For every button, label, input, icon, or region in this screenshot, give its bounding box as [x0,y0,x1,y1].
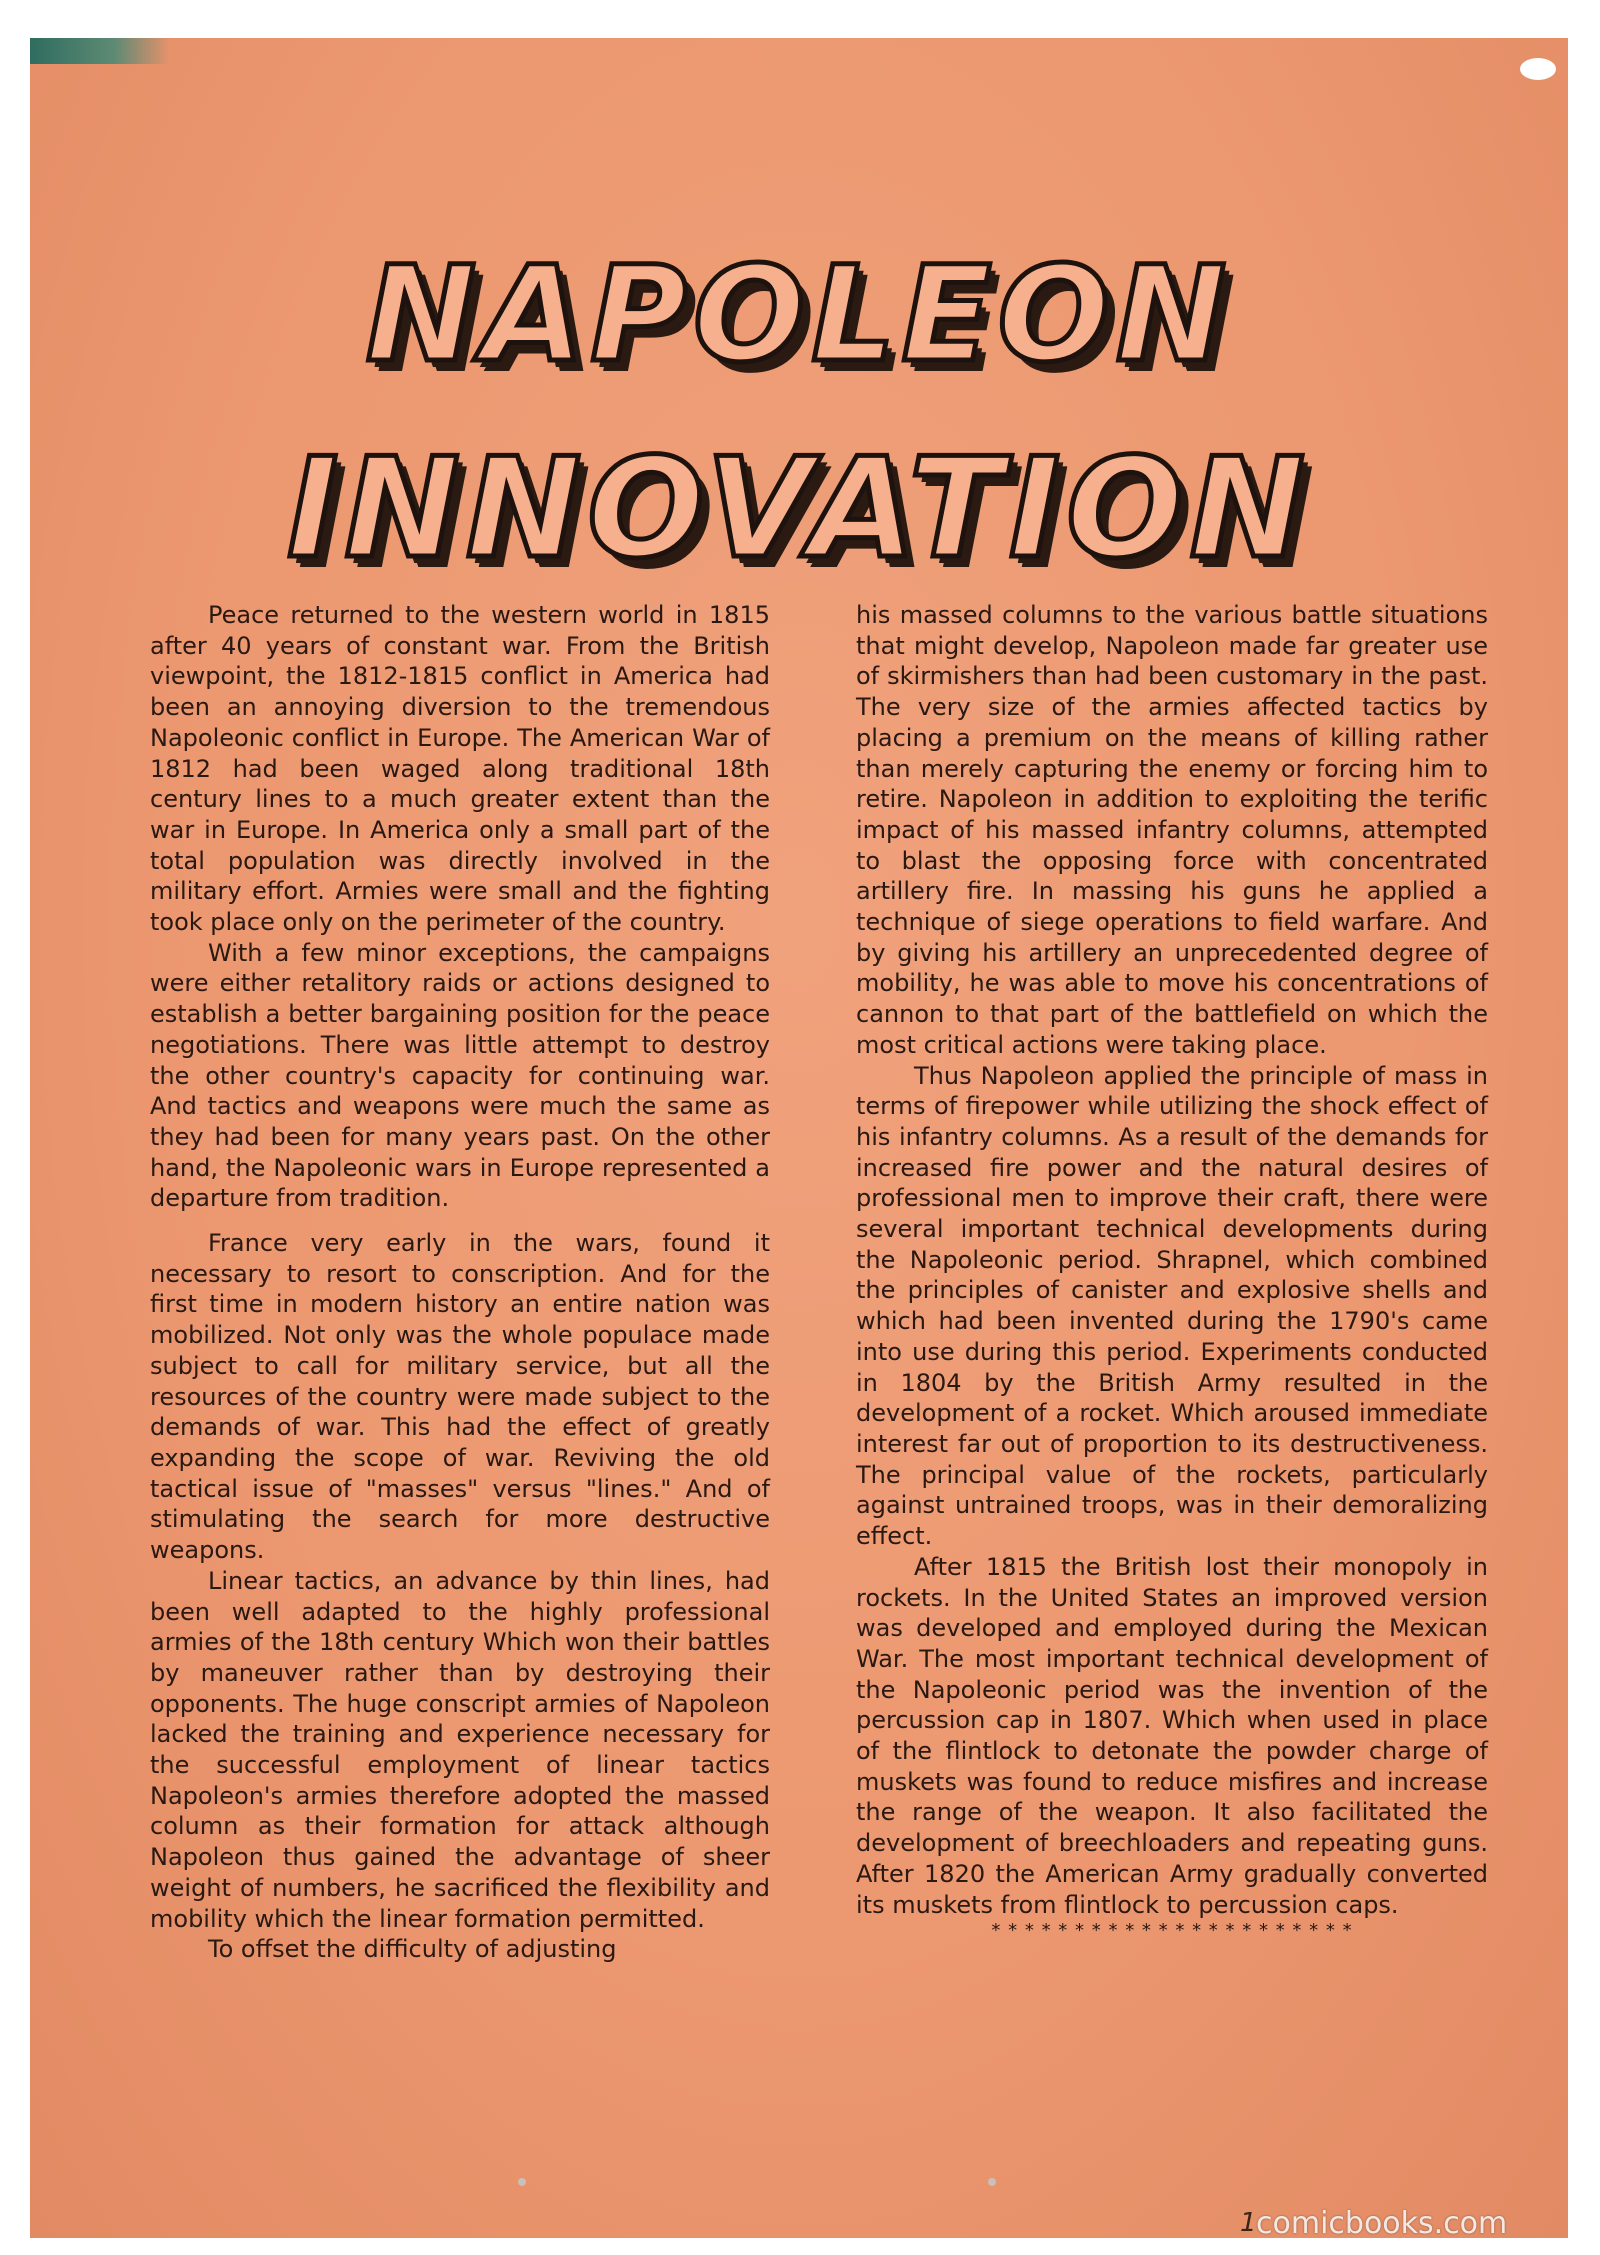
left-paragraph-5: To offset the difficulty of adjusting [208,1935,617,1964]
left-column [150,600,770,1965]
title-line-2: INNOVATION [286,428,1312,589]
watermark-text: comicbooks.com [1256,2206,1508,2238]
paper-speck [988,2178,996,2186]
tape-strip [30,38,170,64]
left-paragraph-3: France very early in the wars, found it necessary to resort to conscription. And for the first time in modern history an entire nation was mobilized. Not only was the whole populace made subject to call for military service, but all the resources of the country were made subject to the demands of war. This had the effect of greatly expanding the scope of war. Reviving the old tactical issue of "masses" versus "lines." And of stimulating the search for more destructive weapons. [150,1229,770,1565]
right-paragraph-2: Thus Napoleon applied the principle of mass in terms of firepower while utilizing the shock effect of his infantry columns. As a result of the demands for increased fire power and the natural desires of professional men to improve their craft, there were several important technical developments during the Napoleonic period. Shrapnel, which combined the principles of canister and explosive shells and which had been invented during the 1790's came into use during this period. Experiments conducted in 1804 by the British Army resulted in the development of a rocket. Which aroused immediate interest far out of proportion to its destructiveness. The principal value of the rockets, particularly against untrained troops, was in their demoralizing effect. [856,1061,1488,1551]
right-paragraph-1: his massed columns to the various battle situations that might develop, Napoleon made far greater use of skirmishers than had been customary in the past. The very size of the armies affected tactics by placing a premium on the means of killing rather than merely capturing the enemy or forcing him to retire. Napoleon in addition to exploiting the terific impact of his massed infantry columns, attempted to blast the opposing force with concentrated artillery fire. In massing his guns he applied a technique of siege operations to field warfare. And by giving his artillery an unprecedented degree of mobility, he was able to move his concentrations of cannon to that part of the battlefield on which the most critical actions were taking place. [856,601,1488,1059]
page-number: 1 [1240,2208,1257,2238]
title-line-1: NAPOLEON [365,238,1233,392]
left-paragraph-2: With a few minor exceptions, the campaigns were either retalitory raids or actions designed to establish a better bargaining position for the peace negotiations. There was little attempt to destroy the other country's capacity for continuing war. And tactics and weapons were much the same as they had been for many years past. On the other hand, the Napoleonic wars in Europe represented a departure from tradition. [150,938,770,1213]
page-paper [30,38,1568,2238]
end-mark: * * * * * * * * * * * * * * * * * * * * * * [991,1920,1353,1942]
paper-hole [1520,58,1556,80]
right-column [856,600,1488,1940]
paper-speck [518,2178,526,2186]
right-paragraph-3: After 1815 the British lost their monopoly in rockets. In the United States an improved version was developed and employed during the Mexican War. The most important technical development of the Napoleonic period was the invention of the percussion cap in 1807. Which when used in place of the flintlock to detonate the powder charge of muskets was found to reduce misfires and increase the range of the weapon. It also facilitated the development of breechloaders and repeating guns. After 1820 the American Army gradually converted its muskets from flintlock to percussion caps. [856,1552,1488,1919]
left-paragraph-4: Linear tactics, an advance by thin lines, had been well adapted to the highly professional armies of the 18th century Which won their battles by maneuver rather than by destroying their opponents. The huge conscript armies of Napoleon lacked the training and experience necessary for the successful employment of linear tactics Napoleon's armies therefore adopted the massed column as their formation for attack although Napoleon thus gained the advantage of sheer weight of numbers, he sacrificed the flexibility and mobility which the linear formation permitted. [150,1566,770,1933]
left-paragraph-1: Peace returned to the western world in 1815 after 40 years of constant war. From the British viewpoint, the 1812-1815 conflict in America had been an annoying diversion to the tremendous Napoleonic conflict in Europe. The American War of 1812 had been waged along traditional 18th century lines to a much greater extent than the war in Europe. In America only a small part of the total population was directly involved in the military effort. Armies were small and the fighting took place only on the perimeter of the country. [150,601,770,937]
